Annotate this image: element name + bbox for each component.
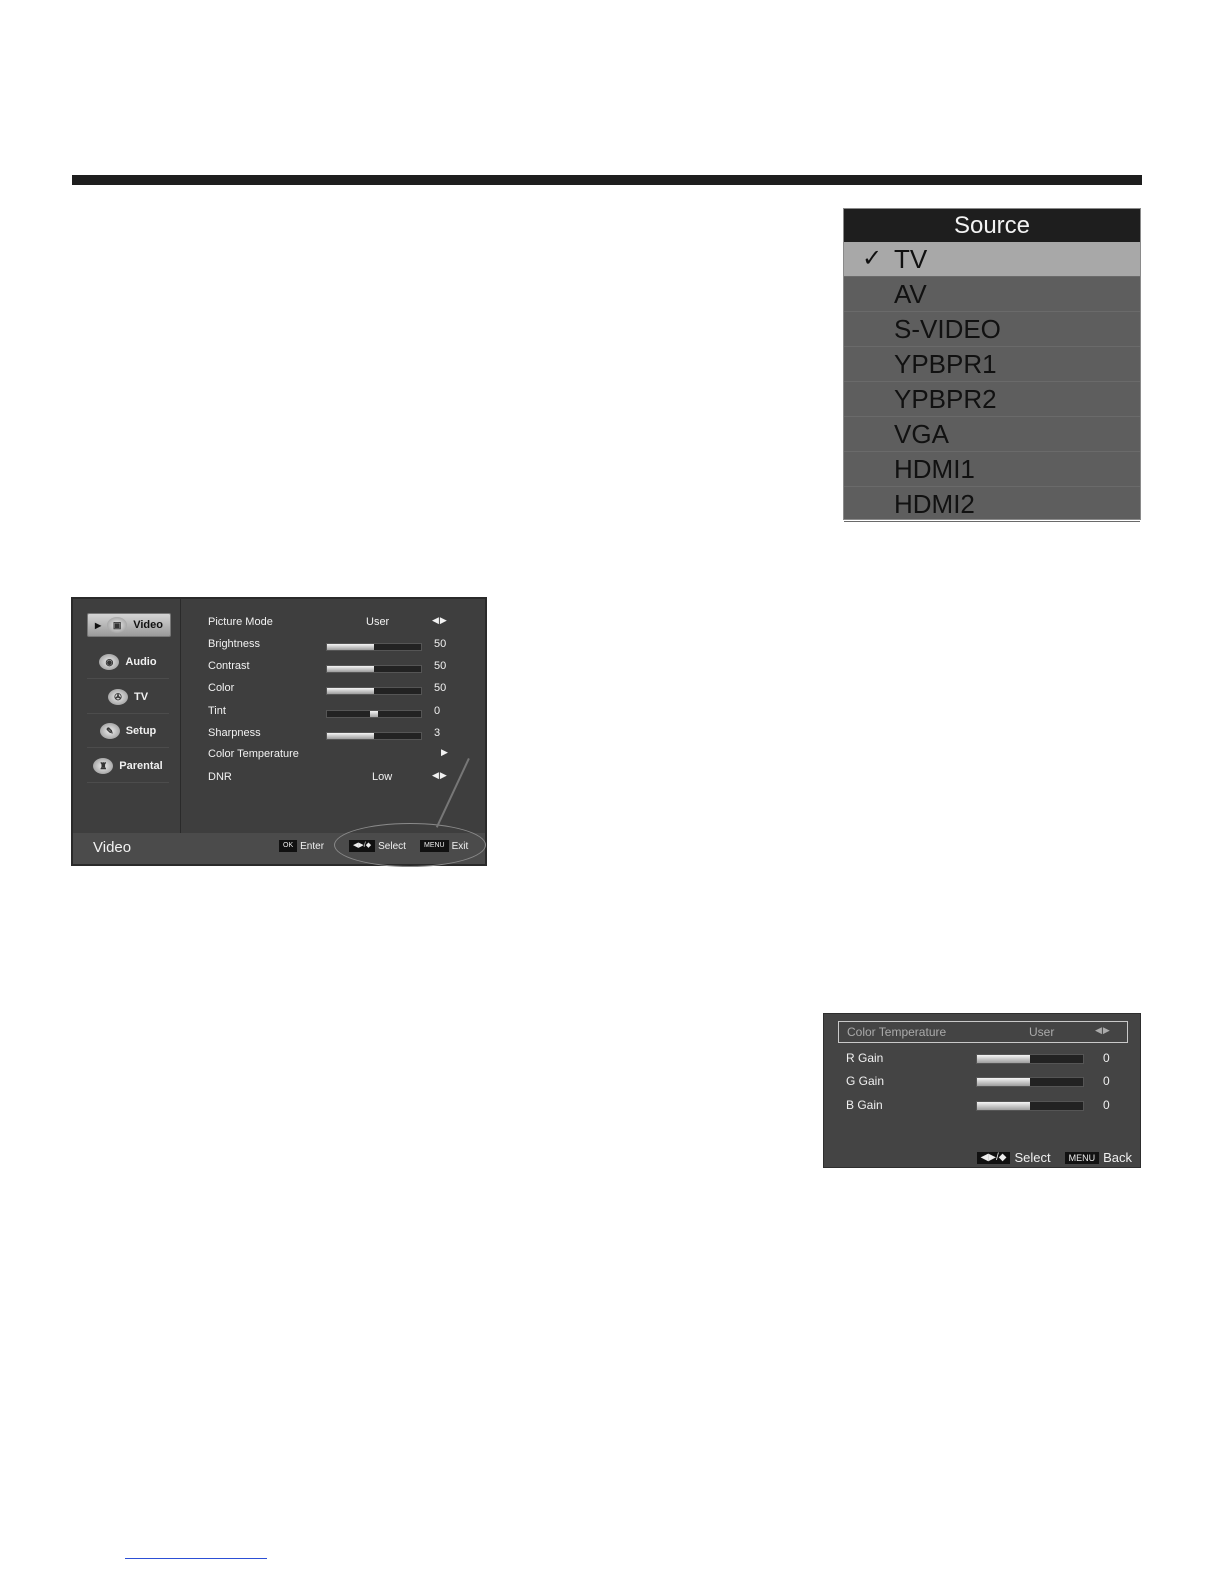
checkmark-icon: ✓ — [862, 245, 883, 272]
enter-label: Enter — [300, 840, 325, 852]
left-right-arrows-icon: ◀▶ — [1095, 1025, 1111, 1035]
left-right-arrows-icon: ◀▶ — [432, 770, 448, 780]
gain-slider[interactable] — [976, 1077, 1084, 1087]
source-item[interactable] — [844, 417, 1140, 452]
setting-slider[interactable] — [326, 687, 422, 695]
color-temperature-menu — [823, 1013, 1141, 1168]
setting-row-sharpness[interactable] — [208, 724, 453, 744]
sidebar-item-tv[interactable] — [87, 681, 169, 714]
setting-value: 3 — [434, 727, 441, 739]
enter-hint — [279, 840, 324, 852]
setting-slider[interactable] — [326, 710, 422, 718]
source-item[interactable] — [844, 242, 1140, 277]
tv-icon: ✇ — [108, 689, 128, 705]
slider-fill — [327, 733, 374, 739]
selection-arrow-icon: ▶ — [95, 620, 102, 630]
gain-label: B Gain — [846, 1098, 883, 1112]
setting-label: Brightness — [208, 638, 260, 650]
source-item[interactable] — [844, 452, 1140, 487]
source-item-label: TV — [894, 244, 928, 274]
sidebar-item-parental[interactable] — [87, 750, 169, 783]
source-item-label: VGA — [894, 419, 949, 449]
setting-value: Low — [372, 771, 393, 783]
source-item[interactable] — [844, 382, 1140, 417]
gain-row-r-gain[interactable] — [846, 1048, 1116, 1068]
setting-row-tint[interactable] — [208, 702, 453, 722]
setting-slider[interactable] — [326, 732, 422, 740]
select-label: Select — [378, 840, 406, 852]
select-label: Select — [1014, 1150, 1051, 1165]
setup-icon: ✎ — [100, 723, 120, 739]
source-item[interactable] — [844, 487, 1140, 522]
menu-key: MENU — [1065, 1152, 1100, 1164]
setting-row-dnr[interactable] — [208, 768, 453, 788]
source-item-label: YPBPR1 — [894, 349, 997, 379]
source-item-label: AV — [894, 279, 927, 309]
slider-fill — [977, 1102, 1030, 1110]
source-item[interactable] — [844, 347, 1140, 382]
setting-value: 50 — [434, 638, 447, 650]
setting-slider[interactable] — [326, 643, 422, 651]
source-item-label: S-VIDEO — [894, 314, 1001, 344]
gain-label: G Gain — [846, 1074, 885, 1088]
back-label: Back — [1103, 1150, 1132, 1165]
link-underline — [125, 1558, 267, 1559]
exit-label: Exit — [451, 840, 469, 852]
slider-fill — [977, 1055, 1030, 1063]
video-sidebar — [73, 599, 181, 834]
slider-fill — [977, 1078, 1030, 1086]
setting-label: DNR — [208, 771, 232, 783]
ok-key: OK — [279, 840, 297, 852]
setting-row-color[interactable] — [208, 679, 453, 699]
gain-label: R Gain — [846, 1051, 884, 1065]
parental-icon: ♜ — [93, 758, 113, 774]
sidebar-item-audio[interactable] — [87, 646, 169, 679]
left-right-arrows-icon: ◀▶ — [432, 615, 448, 625]
gain-slider[interactable] — [976, 1101, 1084, 1111]
setting-label: Picture Mode — [208, 616, 273, 628]
sidebar-item-label: TV — [133, 691, 149, 703]
sidebar-item-label: Audio — [125, 656, 157, 668]
color-temperature-label: Color Temperature — [847, 1025, 947, 1039]
submenu-arrow-icon: ▶ — [441, 747, 448, 757]
slider-fill — [327, 688, 374, 694]
setting-slider[interactable] — [326, 665, 422, 673]
callout-highlight — [334, 823, 486, 867]
source-item[interactable] — [844, 277, 1140, 312]
slider-fill — [327, 644, 374, 650]
setting-value: 0 — [434, 705, 441, 717]
gain-value: 0 — [1103, 1074, 1110, 1088]
menu-key: MENU — [420, 840, 449, 852]
color-temperature-row[interactable] — [838, 1021, 1128, 1043]
setting-label: Color Temperature — [208, 748, 299, 760]
gain-value: 0 — [1103, 1051, 1110, 1065]
setting-row-picture-mode[interactable] — [208, 613, 453, 633]
source-item-label: HDMI1 — [894, 454, 975, 484]
source-item[interactable] — [844, 312, 1140, 347]
navigation-keys-icon: ◀▶/◆ — [349, 840, 375, 852]
color-temperature-footer — [977, 1150, 1132, 1165]
setting-value: 50 — [434, 682, 447, 694]
setting-value: 50 — [434, 660, 447, 672]
setting-label: Tint — [208, 705, 226, 717]
gain-row-g-gain[interactable] — [846, 1071, 1116, 1091]
gain-value: 0 — [1103, 1098, 1110, 1112]
gain-row-b-gain[interactable] — [846, 1095, 1116, 1115]
section-divider — [72, 175, 1142, 185]
video-icon: ▣ — [107, 617, 127, 633]
setting-row-color-temperature[interactable] — [208, 745, 453, 765]
audio-icon: ◉ — [99, 654, 119, 670]
setting-label: Sharpness — [208, 727, 261, 739]
source-list — [844, 242, 1140, 522]
source-menu-title: Source — [844, 209, 1140, 242]
sidebar-item-setup[interactable] — [87, 715, 169, 748]
navigation-keys-icon: ◀▶/◆ — [977, 1152, 1011, 1164]
sidebar-item-label: Setup — [125, 725, 157, 737]
setting-label: Contrast — [208, 660, 250, 672]
source-item-label: HDMI2 — [894, 489, 975, 519]
slider-fill — [327, 666, 374, 672]
sidebar-item-video[interactable] — [87, 613, 171, 637]
source-item-label: YPBPR2 — [894, 384, 997, 414]
setting-row-contrast[interactable] — [208, 657, 453, 677]
color-temperature-value: User — [1029, 1025, 1055, 1039]
sidebar-item-label: Video — [133, 619, 163, 631]
setting-value: User — [366, 616, 390, 628]
slider-thumb[interactable] — [370, 711, 378, 717]
setting-row-brightness[interactable] — [208, 635, 453, 655]
gain-slider[interactable] — [976, 1054, 1084, 1064]
footer-title: Video — [93, 839, 132, 856]
source-menu — [843, 208, 1141, 520]
sidebar-item-label: Parental — [119, 760, 163, 772]
setting-label: Color — [208, 682, 235, 694]
